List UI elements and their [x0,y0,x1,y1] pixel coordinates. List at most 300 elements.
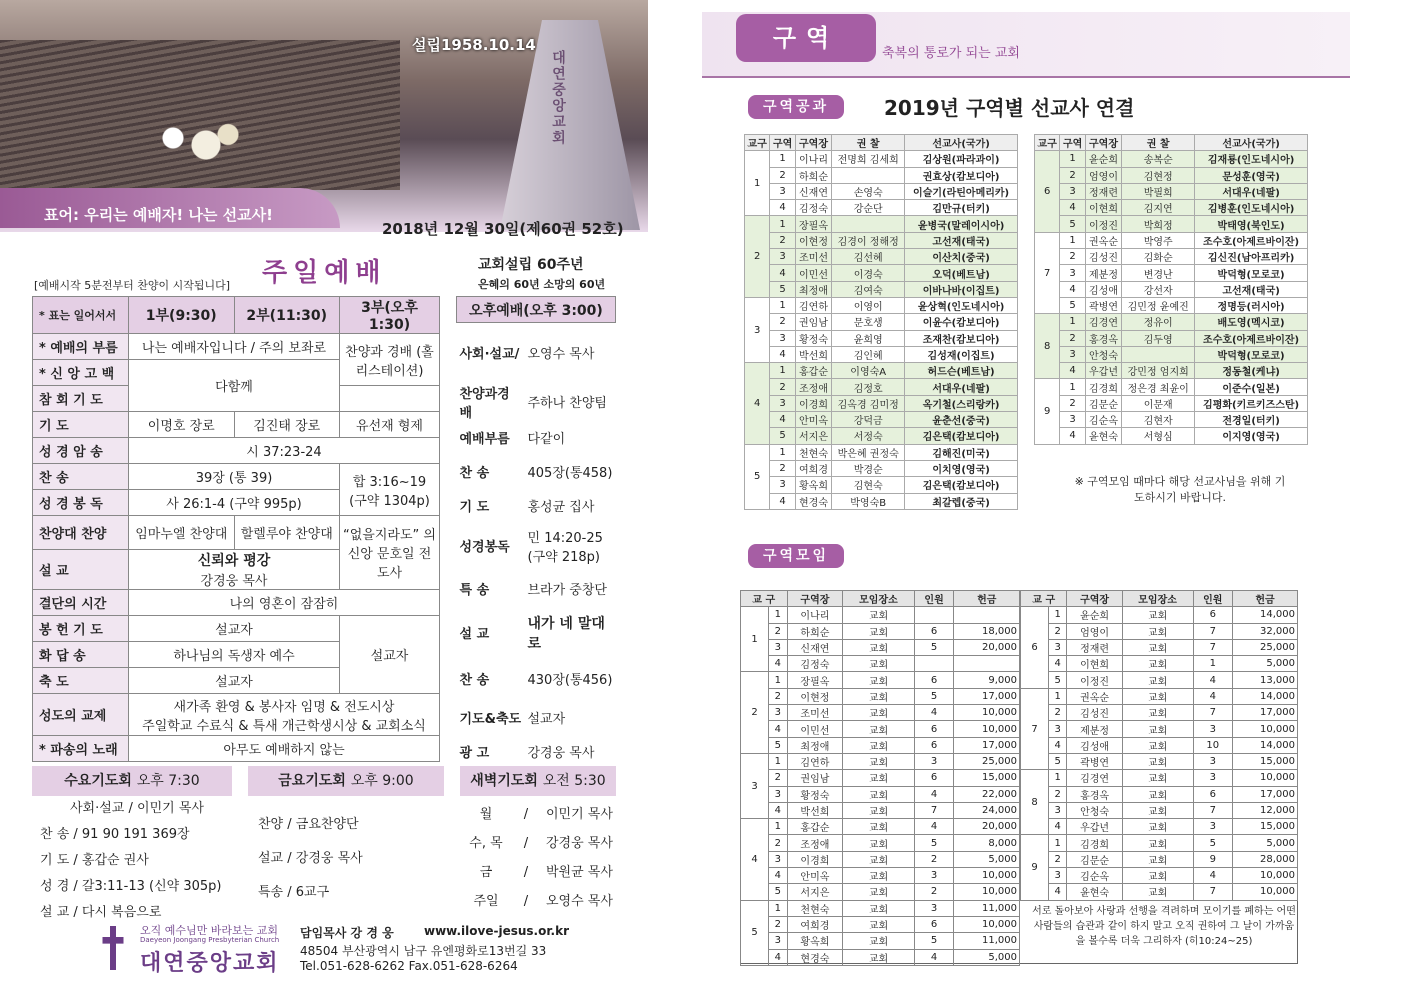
mission-row [745,379,1018,395]
offering-cell: 17,000 [1233,786,1298,802]
missionary-cell: 김신진(남아프리카) [1195,249,1308,265]
attendance-cell: 3 [1193,753,1233,769]
zone-cell: 1 [770,297,795,313]
assistant-cell: 김정호 [832,379,905,395]
missionary-cell: 권효상(캄보디아) [905,167,1018,183]
zone-cell: 1 [770,216,795,232]
zone-cell: 2 [769,623,788,639]
district-cell: 7 [1021,688,1049,769]
meeting-row [741,802,1020,818]
assistant-cell: 정유이 [1122,314,1195,330]
offering-cell: 10,000 [954,721,1020,737]
building-sign: 대연중앙교회 [550,50,566,146]
leader-cell: 장필옥 [787,672,843,688]
dawn-day: 수, 목 [469,836,503,851]
leader-cell: 박선희 [787,802,843,818]
aft-label: 기도&축도 [459,712,522,727]
district-cell: 7 [1035,232,1060,313]
assistant-cell: 김현자 [1122,412,1195,428]
assistant-cell [832,167,905,183]
district-cell: 5 [741,900,769,965]
offering-cell: 15,000 [1233,753,1298,769]
service-1: 1부(9:30) [129,297,235,334]
mission-header-cell: 권 찰 [1122,135,1195,151]
mission-row [1035,281,1308,297]
leader-cell: 조정애 [787,835,843,851]
zone-cell: 4 [769,656,788,672]
wednesday-header [32,766,232,796]
mission-row [1035,379,1308,395]
zone-cell: 5 [770,428,795,444]
missionary-cell: 전경일(터키) [1195,412,1308,428]
row-label: 성 경 암 송 [33,438,129,464]
place-cell: 교회 [843,688,914,704]
place-cell: 교회 [843,770,914,786]
wed-line: 기 도 / 홍갑순 권사 [40,853,149,868]
leader-cell: 홍갑순 [787,819,843,835]
leader-cell: 윤순희 [1067,607,1122,623]
mission-table-right [1034,134,1308,445]
mission-row [1035,314,1308,330]
assistant-cell: 김인혜 [832,346,905,362]
district-cell: 2 [745,216,770,297]
zone-cell: 4 [1060,363,1085,379]
attendance-cell: 3 [1193,721,1233,737]
zone-cell: 3 [770,330,795,346]
meeting-row [1021,737,1298,753]
dawn-sep: / [523,807,529,822]
mission-header-cell: 구역 [1060,135,1085,151]
meeting-table-left [740,590,1020,966]
leader-cell: 김순옥 [1067,868,1122,884]
attendance-cell: 5 [914,835,954,851]
zone-cell: 4 [769,868,788,884]
mission-row [745,363,1018,379]
assistant-cell: 김현숙 [832,477,905,493]
leader-cell: 서지은 [795,428,831,444]
row-label: * 신 앙 고 백 [33,360,129,386]
district-cell: 5 [745,444,770,509]
leader-cell: 김경연 [1085,314,1121,330]
district-cell: 2 [741,672,769,753]
leader-cell: 김경희 [1085,379,1121,395]
missionary-cell: 고선재(태국) [905,232,1018,248]
offering-cell: 11,000 [954,933,1020,949]
district-cell: 9 [1021,835,1049,900]
zone-cell: 3 [770,249,795,265]
attendance-cell: 4 [914,949,954,965]
meeting-row [1021,688,1298,704]
order-value-3 [340,386,440,412]
wed-line: 찬 송 / 91 90 191 369장 [40,827,190,842]
mission-row [1035,346,1308,362]
zone-cell: 4 [1049,884,1067,900]
mission-row [745,346,1018,362]
attendance-cell: 6 [914,737,954,753]
meeting-row [741,656,1020,672]
zone-cell: 3 [1049,868,1067,884]
leader-cell: 안미옥 [795,412,831,428]
district-cell: 6 [1021,607,1049,688]
place-cell: 교회 [1122,656,1193,672]
offering-cell: 10,000 [1233,884,1298,900]
zone-cell: 2 [770,167,795,183]
dawn-day: 월 [479,807,493,822]
mission-row [1035,151,1308,167]
assistant-cell: 윤희영 [832,330,905,346]
zone-cell: 4 [1060,428,1085,444]
attendance-cell: 4 [914,786,954,802]
zone-cell: 2 [770,460,795,476]
order-value: 아무도 예배하지 않는 [129,736,440,762]
place-cell: 교회 [843,656,914,672]
attendance-cell: 5 [1193,835,1233,851]
missionary-cell: 이산치(중국) [905,249,1018,265]
assistant-cell: 이영이 [832,297,905,313]
leader-cell: 김정숙 [787,656,843,672]
place-cell: 교회 [843,868,914,884]
assistant-cell: 강민정 엄지희 [1122,363,1195,379]
leader-cell: 정재련 [1067,639,1122,655]
missionary-cell: 옥기철(스리랑카) [905,395,1018,411]
place-cell: 교회 [843,933,914,949]
mission-row [1035,428,1308,444]
zone-cell: 2 [1060,330,1085,346]
attendance-cell: 3 [914,868,954,884]
offering-cell: 17,000 [954,688,1020,704]
offering-cell: 25,000 [1233,639,1298,655]
mission-header-cell: 선교사(국가) [905,135,1018,151]
leader-cell: 장필옥 [795,216,831,232]
offering-cell: 14,000 [1233,607,1298,623]
website-link[interactable]: www.ilove-jesus.or.kr [424,924,570,938]
mission-header-cell: 권 찰 [832,135,905,151]
meeting-header-cell: 교 구 [1021,591,1067,607]
order-value-3: “없을지라도” 의 신앙 문호일 전도사 [340,516,440,590]
place-cell: 교회 [843,851,914,867]
dawn-header [460,766,616,796]
leader-cell: 이현정 [795,232,831,248]
place-cell: 교회 [843,721,914,737]
order-value-3: 설교자 [340,616,440,694]
missionary-cell: 박덕형(모로코) [1195,346,1308,362]
missionary-cell: 조재찬(캄보디아) [905,330,1018,346]
mission-row [1035,363,1308,379]
meeting-row [1021,868,1298,884]
attendance-cell: 1 [1193,656,1233,672]
row-label: 찬 송 [33,464,129,490]
zone-cell: 2 [769,835,788,851]
place-cell: 교회 [1122,786,1193,802]
order-value-2: 할렐루야 찬양대 [234,516,340,550]
zone-cell: 1 [769,672,788,688]
zone-cell: 1 [1049,688,1067,704]
assistant-cell: 이영숙A [832,363,905,379]
missionary-cell: 김재룡(인도네시아) [1195,151,1308,167]
assistant-cell: 손영숙 [832,183,905,199]
attendance-cell: 7 [1193,623,1233,639]
leader-cell: 이정진 [1067,672,1122,688]
offering-cell: 10,000 [954,884,1020,900]
leader-cell: 신재연 [795,183,831,199]
dawn-line [466,829,626,858]
offering-cell: 10,000 [954,705,1020,721]
zone-cell: 1 [1049,770,1067,786]
meeting-table-right [1020,590,1298,901]
leader-cell: 김경희 [1067,835,1122,851]
missionary-cell: 김은택(캄보디아) [905,477,1018,493]
hero-photo [0,0,648,232]
leader-cell: 권옥순 [1085,232,1121,248]
attendance-cell: 7 [1193,639,1233,655]
mission-header-cell: 교구 [745,135,770,151]
row-label: * 예배의 부름 [33,334,129,360]
meeting-row [1021,819,1298,835]
missionary-cell: 이윤수(캄보디아) [905,314,1018,330]
meeting-row [741,900,1020,916]
row-label: 축 도 [33,668,129,694]
meeting-header-row [741,591,1020,607]
zone-cell: 4 [769,949,788,965]
offering-cell: 14,000 [1233,688,1298,704]
zone-cell: 3 [770,477,795,493]
order-value-3: 유선재 형제 [340,412,440,438]
order-value-3: 찬양과 경배 (홀리스테이션) [340,334,440,386]
dawn-leader: 박원균 목사 [545,865,613,880]
meeting-row [741,623,1020,639]
leader-cell: 신재연 [787,639,843,655]
missionary-cell: 배도영(멕시코) [1195,314,1308,330]
meeting-row [741,868,1020,884]
leader-cell: 하희순 [787,623,843,639]
zone-cell: 4 [770,265,795,281]
meeting-row [1021,802,1298,818]
assistant-cell: 정은경 최윤이 [1122,379,1195,395]
assistant-cell: 김여숙 [832,281,905,297]
attendance-cell: 6 [914,672,954,688]
aft-label: 기 도 [459,500,490,515]
zone-cell: 3 [770,183,795,199]
assistant-cell: 김현정 [1122,167,1195,183]
offering-cell: 14,000 [1233,737,1298,753]
meeting-row [1021,656,1298,672]
place-cell: 교회 [843,623,914,639]
church-english-name: Daeyeon Joongang Presbyterian Church [140,936,280,944]
zone-cell: 3 [1060,265,1085,281]
service-title: 주일예배 [262,258,387,288]
mission-row [1035,395,1308,411]
dawn-sep: / [523,836,529,851]
missionary-cell: 정동철(케냐) [1195,363,1308,379]
zone-cell: 5 [1060,216,1085,232]
anniversary-title: 교회설립 60주년 [478,257,584,273]
leader-cell: 이경희 [787,851,843,867]
leader-cell: 안청숙 [1067,802,1122,818]
aft-value: 설교자 [527,712,566,727]
assistant-cell: 이경숙 [832,265,905,281]
place-cell: 교회 [1122,623,1193,639]
mission-row [1035,297,1308,313]
attendance-cell: 6 [914,916,954,932]
mission-row [745,183,1018,199]
missionary-cell: 김해진(미국) [905,444,1018,460]
meeting-row [1021,705,1298,721]
leader-cell: 곽병연 [1085,297,1121,313]
place-cell: 교회 [843,819,914,835]
mission-row [1035,200,1308,216]
section-subtitle: 축복의 통로가 되는 교회 [882,46,1020,61]
assistant-cell: 김경이 정해정 [832,232,905,248]
leader-cell: 최정애 [795,281,831,297]
meeting-header-cell: 모임장소 [1122,591,1193,607]
place-cell: 교회 [1122,802,1193,818]
place-cell: 교회 [843,916,914,932]
missionary-cell: 박덕형(모로코) [1195,265,1308,281]
zone-cell: 5 [1049,672,1067,688]
leader-cell: 윤현숙 [1085,428,1121,444]
service-2: 2부(11:30) [234,297,340,334]
district-cell: 8 [1035,314,1060,379]
meeting-header-cell: 구역장 [787,591,843,607]
attendance-cell: 6 [1193,786,1233,802]
zone-cell: 4 [769,802,788,818]
dawn-line [466,887,626,916]
meeting-row [741,737,1020,753]
meeting-row [1021,607,1298,623]
mission-row [745,265,1018,281]
meeting-header-cell: 모임장소 [843,591,914,607]
assistant-cell: 강선자 [1122,281,1195,297]
leader-cell: 천현숙 [787,900,843,916]
place-cell: 교회 [843,835,914,851]
meeting-label: 구역모임 [748,544,844,568]
missionary-cell: 박태영(북인도) [1195,216,1308,232]
mission-header-cell: 구역장 [795,135,831,151]
leader-cell: 홍경옥 [1085,330,1121,346]
standing-note: * 표는 일어서서 [33,297,129,334]
zone-cell: 4 [1049,737,1067,753]
leader-cell: 이정진 [1085,216,1121,232]
leader-cell: 김연하 [795,297,831,313]
assistant-cell: 송복순 [1122,151,1195,167]
aft-label: 사회·설교/ [459,347,520,363]
leader-cell: 안미옥 [787,868,843,884]
zone-cell: 1 [769,753,788,769]
dawn-day: 금 [479,865,493,880]
sermon-title: 신뢰와 평강 [197,553,271,569]
zone-cell: 4 [1049,656,1067,672]
place-cell: 교회 [843,949,914,965]
order-value: 임마누엘 찬양대 [129,516,235,550]
leader-cell: 홍경옥 [1067,786,1122,802]
aft-label: 찬 송 [459,466,490,481]
leader-cell: 조미선 [787,705,843,721]
order-value: 이명호 장로 [129,412,235,438]
assistant-cell: 김옥경 김미정 [832,395,905,411]
mission-row [745,281,1018,297]
attendance-cell: 6 [914,721,954,737]
district-cell: 3 [741,753,769,818]
zone-cell: 4 [1060,200,1085,216]
zone-cell: 5 [1049,753,1067,769]
leader-cell: 현경숙 [787,949,843,965]
zone-cell: 4 [1049,819,1067,835]
zone-cell: 4 [770,412,795,428]
mission-row [745,395,1018,411]
offering-cell: 5,000 [1233,835,1298,851]
leader-cell: 안청숙 [1085,346,1121,362]
zone-cell: 5 [1060,297,1085,313]
mission-row [745,167,1018,183]
row-label: 성도의 교제 [33,694,129,736]
leader-cell: 김문순 [1067,851,1122,867]
mission-row [745,330,1018,346]
dawn-line [466,800,626,829]
meeting-row [1021,835,1298,851]
senior-pastor: 담임목사 강 경 웅 [300,926,394,940]
offering-cell: 17,000 [1233,705,1298,721]
aft-label: 설 교 [459,627,490,642]
order-value: 다함께 [129,360,340,412]
address: 48504 부산광역시 남구 유엔평화로13번길 33 [300,944,547,958]
place-cell: 교회 [1122,868,1193,884]
attendance-cell: 7 [1193,884,1233,900]
missionary-cell: 윤병국(말레이시아) [905,216,1018,232]
zone-cell: 5 [769,884,788,900]
afternoon-header: 오후예배(오후 3:00) [457,297,616,323]
place-cell: 교회 [1122,672,1193,688]
offering-cell: 12,000 [1233,802,1298,818]
attendance-cell: 6 [914,623,954,639]
dawn-list [466,800,626,916]
leader-cell: 김정숙 [795,200,831,216]
meeting-row [741,688,1020,704]
missionary-cell: 이준수(일본) [1195,379,1308,395]
zone-cell: 1 [1049,607,1067,623]
place-cell: 교회 [1122,851,1193,867]
leader-cell: 이현정 [787,688,843,704]
zone-cell: 3 [1060,346,1085,362]
zone-cell: 1 [770,444,795,460]
aft-value: 405장(통458) [527,466,613,481]
leader-cell: 김순옥 [1085,412,1121,428]
bible-verse: 서로 돌아보아 사랑과 선행을 격려하며 모이기를 폐하는 어떤 사람들의 습관과 같이 하지 말고 오직 권하여 그 날이 가까움을 볼수록 더욱 그리하자 (히10:24~25) [1032,906,1296,947]
meeting-row [1021,786,1298,802]
attendance-cell: 3 [1193,770,1233,786]
offering-cell: 24,000 [954,802,1020,818]
missionary-cell: 윤춘선(중국) [905,412,1018,428]
leader-cell: 여희경 [787,916,843,932]
dawn-leader: 이민기 목사 [545,807,613,822]
meeting-row [1021,753,1298,769]
meeting-header-cell: 헌금 [954,591,1020,607]
leader-cell: 박선희 [795,346,831,362]
offering-cell: 17,000 [954,737,1020,753]
row-label: 성 경 봉 독 [33,490,129,516]
mission-row [1035,330,1308,346]
offering-cell: 28,000 [1233,851,1298,867]
aft-value: 브라가 중창단 [527,583,607,598]
zone-cell: 1 [1060,379,1085,395]
mission-row [745,249,1018,265]
flowers-image [140,110,250,180]
meeting-row [741,851,1020,867]
sermon-cell [129,550,340,590]
mission-row [1035,167,1308,183]
church-name: 대연중앙교회 [140,951,280,976]
district-cell: 6 [1035,151,1060,232]
order-value: 사 26:1-4 (구약 995p) [129,490,340,516]
